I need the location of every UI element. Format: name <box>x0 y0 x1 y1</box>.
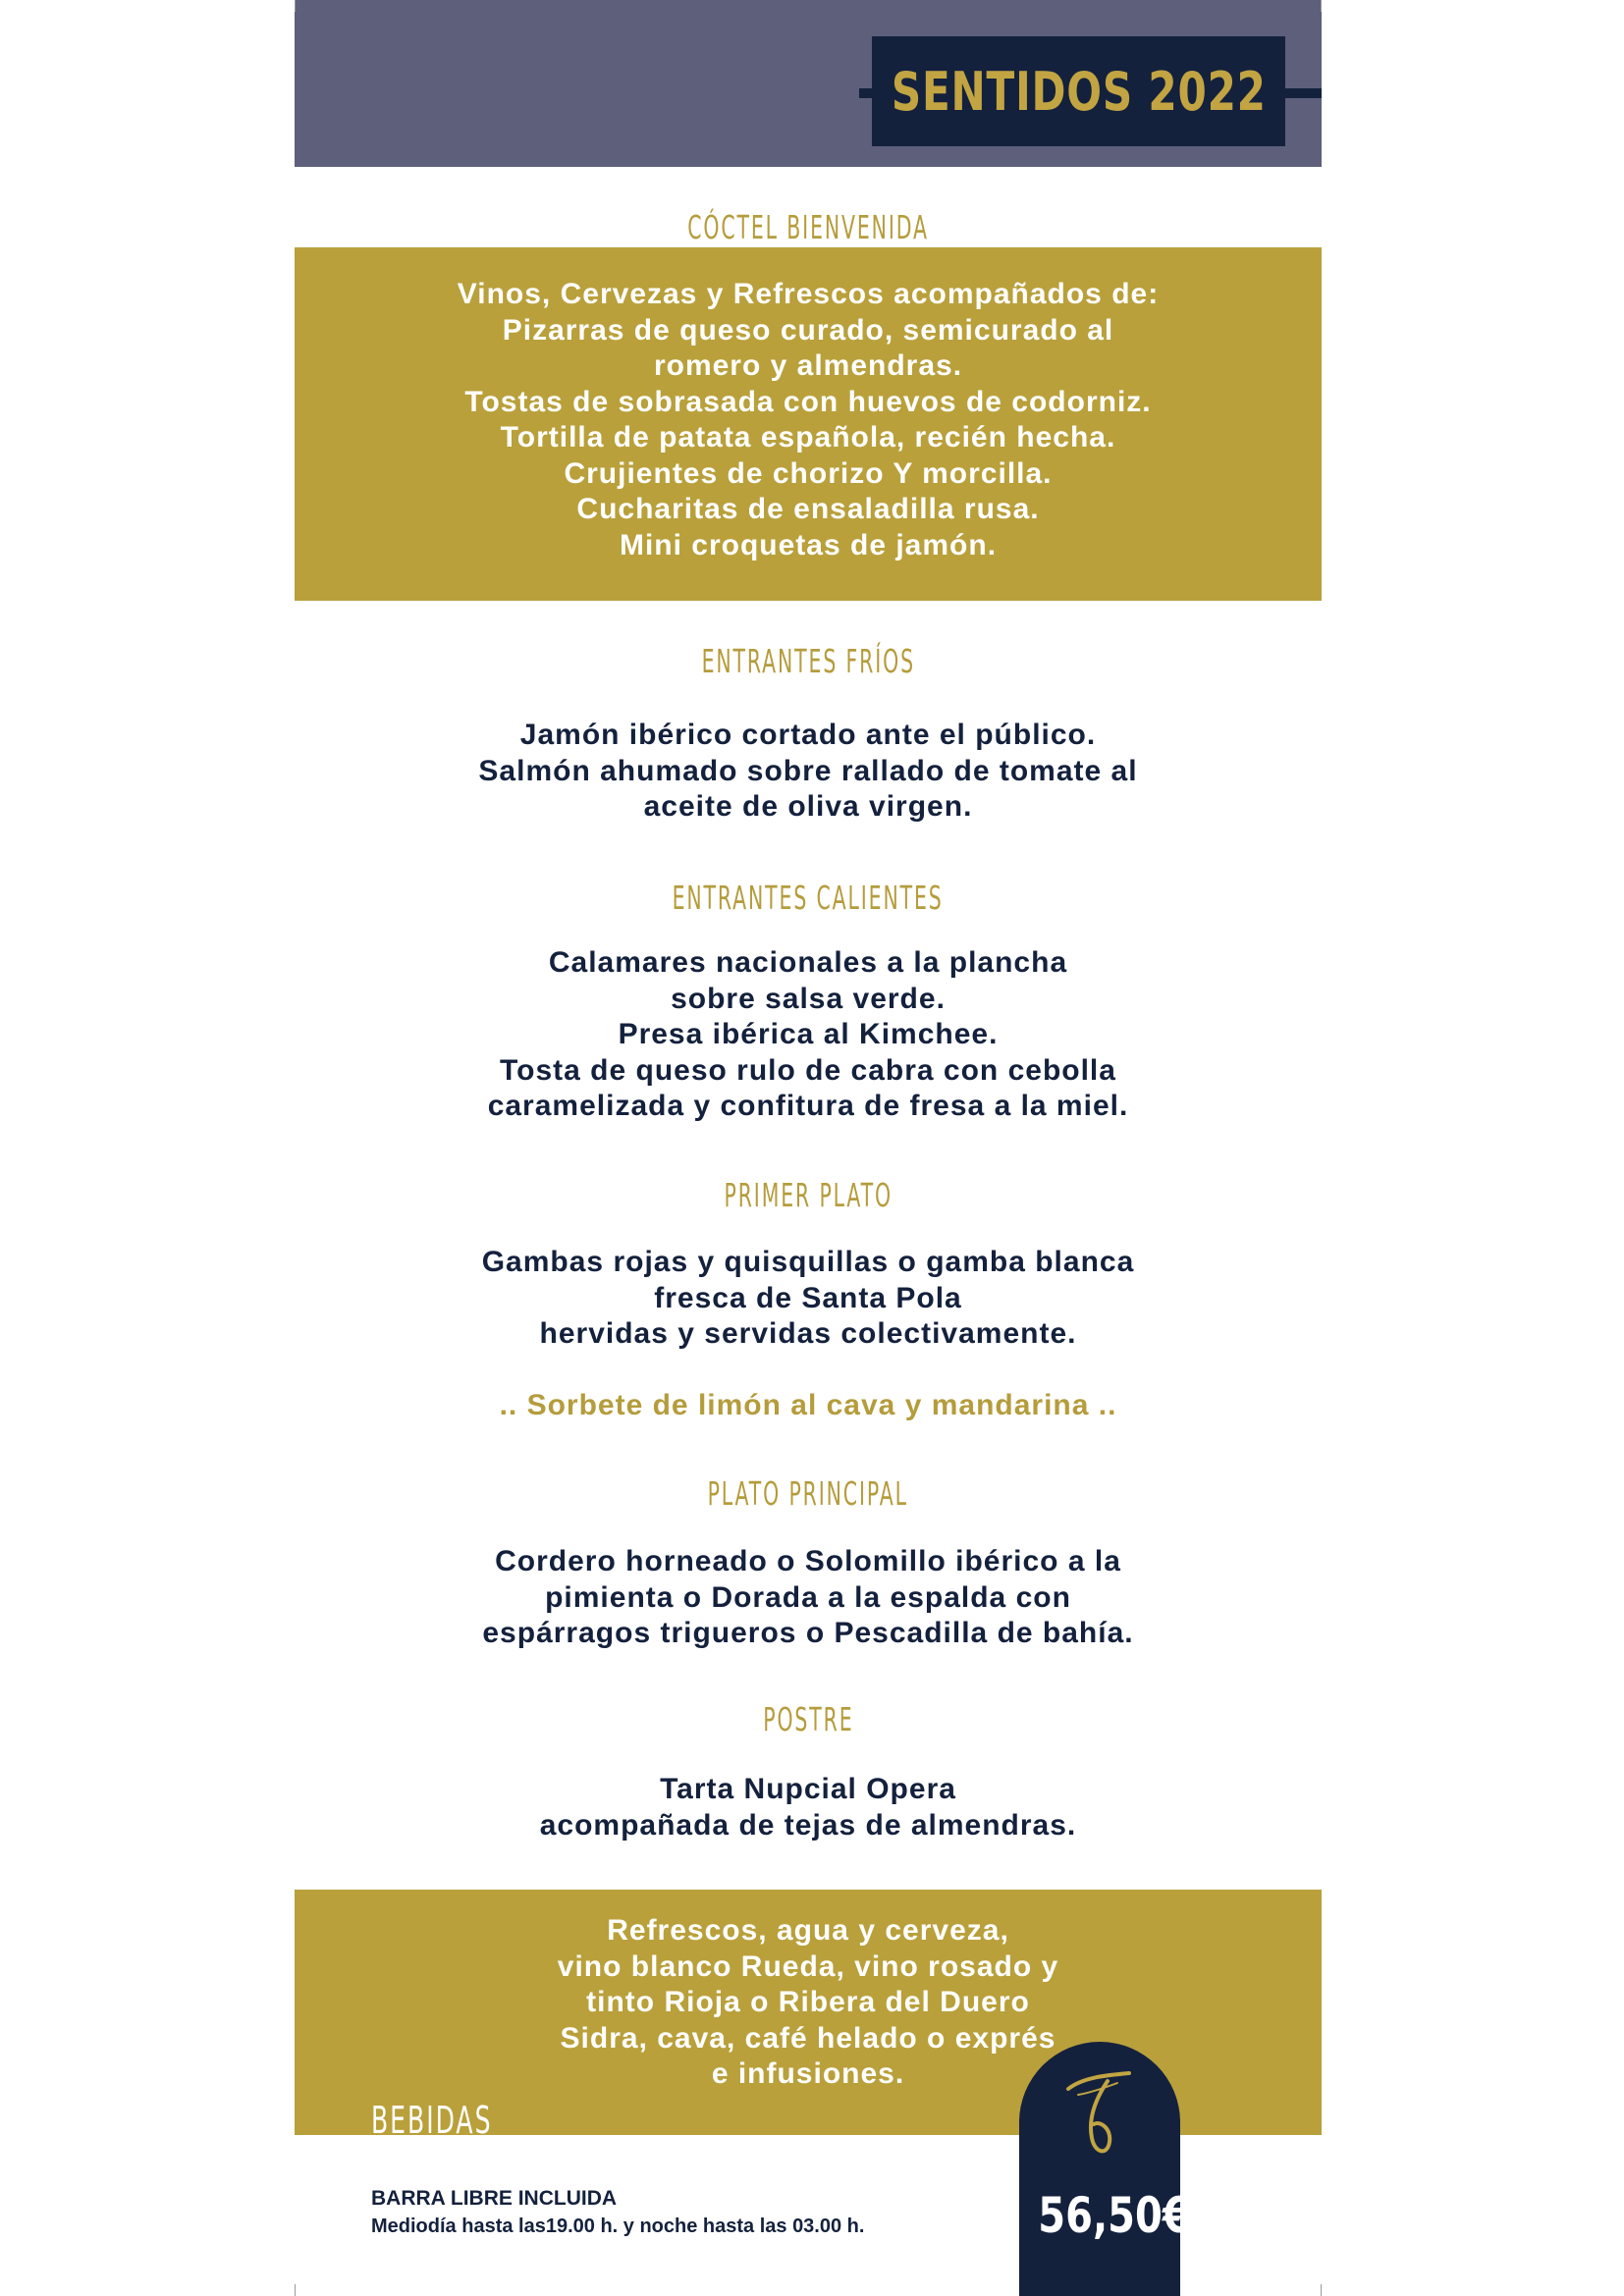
crop-mark <box>1321 0 1322 12</box>
section-title-postre: POSTRE <box>762 1700 854 1738</box>
postre-text <box>295 1772 1322 1843</box>
coctel-line: Mini croquetas de jamón. <box>619 528 998 561</box>
dish-line: Gambas rojas y quisquillas o gamba blanca <box>481 1246 1135 1278</box>
section-title-entrantes-frios: ENTRANTES FRÍOS <box>701 642 915 680</box>
coctel-line: romero y almendras. <box>653 349 963 382</box>
dish-line: aceite de oliva virgen. <box>643 790 973 823</box>
title-box <box>872 36 1285 146</box>
section-title-coctel: CÓCTEL BIENVENIDA <box>687 208 929 246</box>
coctel-line: Cucharitas de ensaladilla rusa. <box>576 493 1040 525</box>
crop-mark <box>295 2284 296 2296</box>
dish-line: Tarta Nupcial Opera <box>660 1773 956 1805</box>
dish-line: espárragos trigueros o Pescadilla de bahía. <box>482 1617 1134 1649</box>
menu-title: SENTIDOS 2022 <box>891 60 1267 123</box>
coctel-line: Vinos, Cervezas y Refrescos acompañados de: <box>457 278 1160 310</box>
dish-line: Tosta de queso rulo de cabra con cebolla <box>500 1053 1116 1087</box>
coctel-line: Crujientes de chorizo Y morcilla. <box>564 456 1053 490</box>
entrantes-frios-text <box>295 718 1322 826</box>
sorbete-line: .. Sorbete de limón al cava y mandarina .. <box>499 1389 1117 1421</box>
dish-line: Salmón ahumado sobre rallado de tomate al <box>478 754 1138 787</box>
dish-line: hervidas y servidas colectivamente. <box>539 1317 1077 1350</box>
bebidas-line: Sidra, cava, café helado o exprés <box>560 2021 1056 2055</box>
price-tab <box>1019 2042 1190 2296</box>
bebidas-line: Refrescos, agua y cerveza, <box>607 1914 1009 1947</box>
dish-line: Jamón ibérico cortado ante el público. <box>519 719 1097 751</box>
primer-plato-text <box>295 1245 1322 1353</box>
barra-libre-label: BARRA LIBRE INCLUIDA <box>371 2187 618 2210</box>
dish-line: acompañada de tejas de almendras. <box>539 1808 1077 1842</box>
barra-libre-hours: Mediodía hasta las19.00 h. y noche hasta las 03.00 h. <box>371 2216 865 2237</box>
bebidas-line: e infusiones. <box>711 2057 905 2090</box>
coctel-line: Tostas de sobrasada con huevos de codorniz. <box>464 385 1152 418</box>
entrantes-calientes-text <box>295 945 1322 1125</box>
script-s-logo-icon <box>1049 2059 1151 2167</box>
dish-line: caramelizada y confitura de fresa a la miel. <box>487 1090 1129 1122</box>
section-title-plato-principal: PLATO PRINCIPAL <box>707 1474 909 1513</box>
dish-line: Cordero horneado o Solomillo ibérico a la <box>495 1545 1121 1577</box>
bebidas-line: tinto Rioja o Ribera del Duero <box>586 1986 1030 2018</box>
dish-line: Calamares nacionales a la plancha <box>548 946 1068 979</box>
bebidas-line: vino blanco Rueda, vino rosado y <box>557 1949 1059 1983</box>
coctel-block <box>295 247 1322 601</box>
dish-line: Presa ibérica al Kimchee. <box>618 1018 999 1050</box>
section-title-primer-plato: PRIMER PLATO <box>724 1176 893 1214</box>
dish-line: fresca de Santa Pola <box>654 1281 962 1314</box>
coctel-line: Pizarras de queso curado, semicurado al <box>502 313 1114 347</box>
crop-mark <box>295 0 296 12</box>
dish-line: pimienta o Dorada a la espalda con <box>545 1580 1071 1614</box>
coctel-line: Tortilla de patata española, recién hecha. <box>500 421 1116 454</box>
crop-mark <box>1321 2284 1322 2296</box>
dish-line: sobre salsa verde. <box>671 982 946 1015</box>
section-title-entrantes-calientes: ENTRANTES CALIENTES <box>672 879 945 917</box>
menu-page <box>295 0 1322 2296</box>
menu-price: 56,50€ <box>1038 2187 1190 2244</box>
plato-principal-text <box>295 1544 1322 1652</box>
section-title-bebidas: BEBIDAS <box>371 2099 493 2142</box>
